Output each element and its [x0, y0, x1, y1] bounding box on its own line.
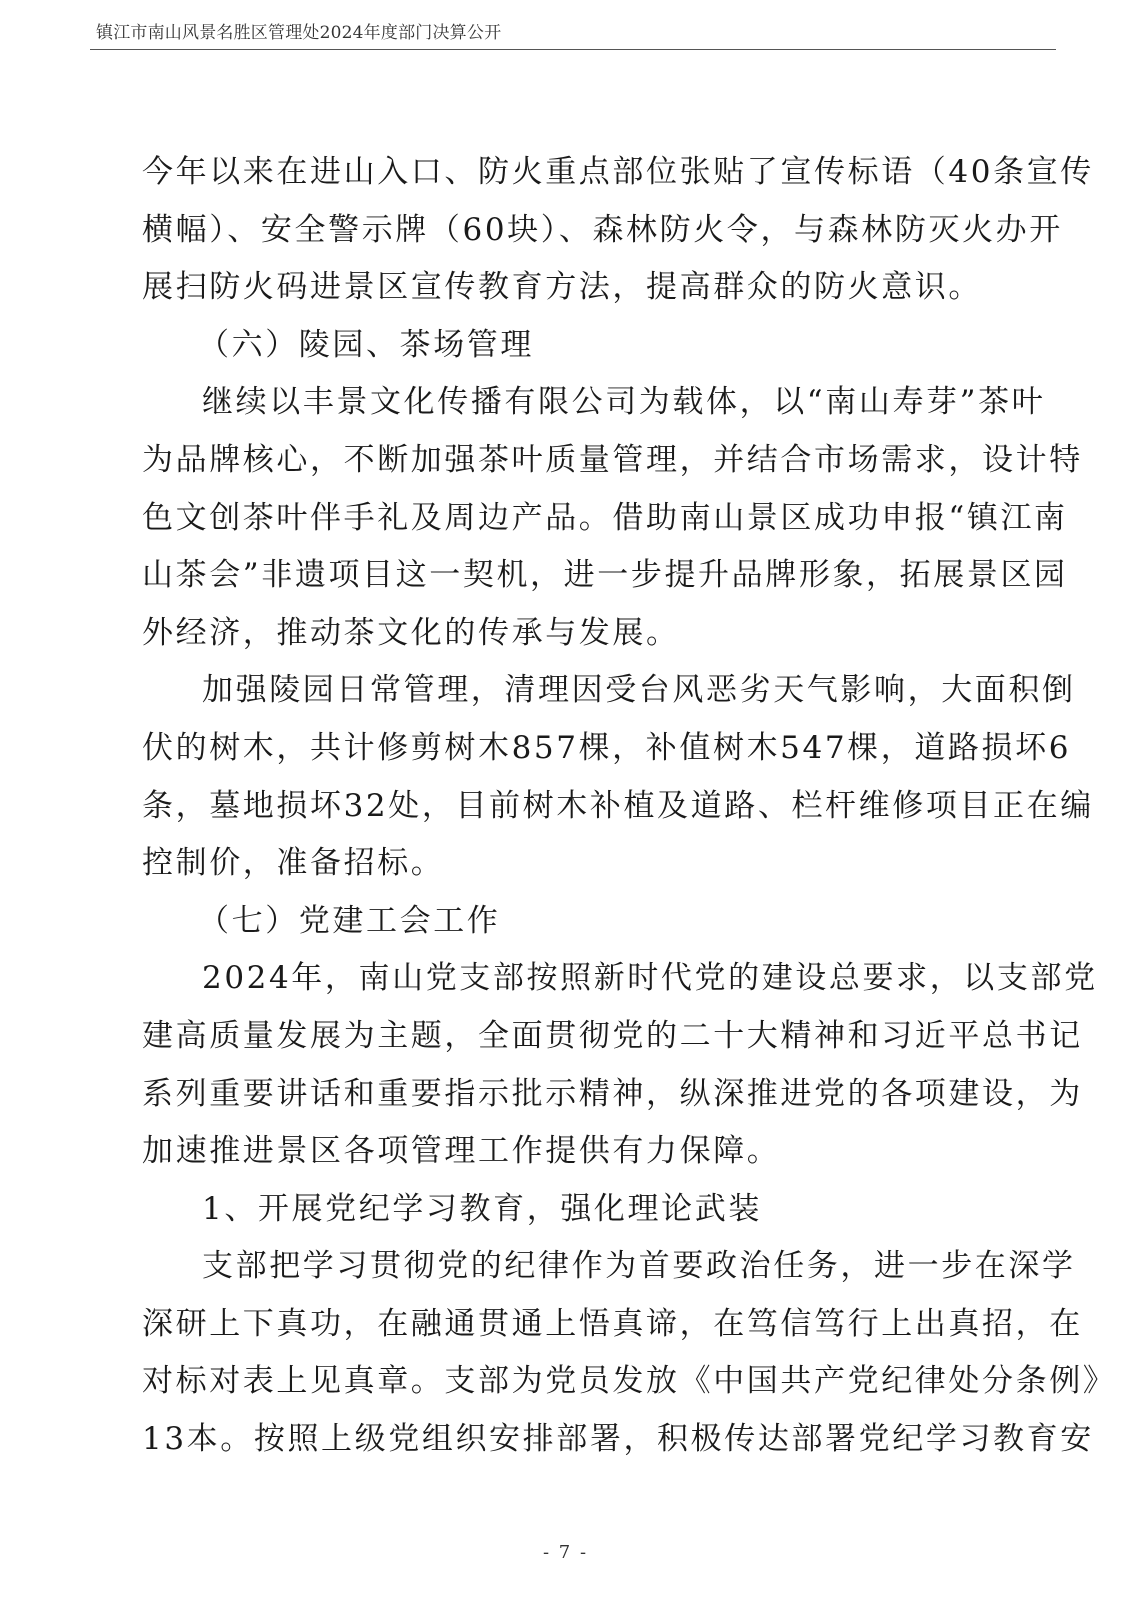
body-text — [142, 144, 1117, 1469]
section-heading-six: （六）陵园、茶场管理 — [198, 326, 534, 363]
running-header: 镇江市南山风景名胜区管理处2024年度部门决算公开 — [96, 23, 502, 43]
text-line: 伏的树木，共计修剪树木857棵，补值树木547棵，道路损坏6 — [142, 729, 1072, 766]
text-line: 为品牌核心，不断加强茶叶质量管理，并结合市场需求，设计特 — [142, 441, 1083, 478]
text-line: 横幅）、安全警示牌（60块）、森林防火令，与森林防灭火办开 — [142, 211, 1063, 248]
paragraph-start: 2024年，南山党支部按照新时代党的建设总要求，以支部党 — [202, 960, 1098, 997]
text-line: 色文创茶叶伴手礼及周边产品。借助南山景区成功申报“镇江南 — [142, 499, 1068, 536]
text-line: 建高质量发展为主题，全面贯彻党的二十大精神和习近平总书记 — [142, 1017, 1083, 1054]
text-line: 系列重要讲话和重要指示批示精神，纵深推进党的各项建设，为 — [142, 1075, 1083, 1112]
paragraph-start: 继续以丰景文化传播有限公司为载体，以“南山寿芽”茶叶 — [202, 384, 1046, 421]
paragraph-start: 支部把学习贯彻党的纪律作为首要政治任务，进一步在深学 — [202, 1248, 1076, 1285]
text-line: 深研上下真功，在融通贯通上悟真谛，在笃信笃行上出真招，在 — [142, 1305, 1083, 1342]
text-line: 条，墓地损坏32处，目前树木补植及道路、栏杆维修项目正在编 — [142, 787, 1094, 824]
text-line: 山茶会”非遗项目这一契机，进一步提升品牌形象，拓展景区园 — [142, 557, 1068, 594]
page-number: - 7 - — [542, 1542, 589, 1563]
text-line: 对标对表上见真章。支部为党员发放《中国共产党纪律处分条例》 — [142, 1363, 1117, 1400]
section-heading-seven: （七）党建工会工作 — [198, 902, 501, 939]
text-line: 展扫防火码进景区宣传教育方法，提高群众的防火意识。 — [142, 269, 982, 306]
text-line: 控制价，准备招标。 — [142, 845, 445, 882]
text-line: 13本。按照上级党组织安排部署，积极传达部署党纪学习教育安 — [142, 1421, 1094, 1458]
text-line: 今年以来在进山入口、防火重点部位张贴了宣传标语（40条宣传 — [142, 154, 1094, 190]
text-line: 加速推进景区各项管理工作提供有力保障。 — [142, 1133, 781, 1170]
text-line: 外经济，推动茶文化的传承与发展。 — [142, 614, 680, 651]
header-divider — [90, 49, 1056, 50]
subsection-heading-one: 1、开展党纪学习教育，强化理论武装 — [202, 1190, 762, 1227]
paragraph-start: 加强陵园日常管理，清理因受台风恶劣天气影响，大面积倒 — [202, 672, 1076, 709]
